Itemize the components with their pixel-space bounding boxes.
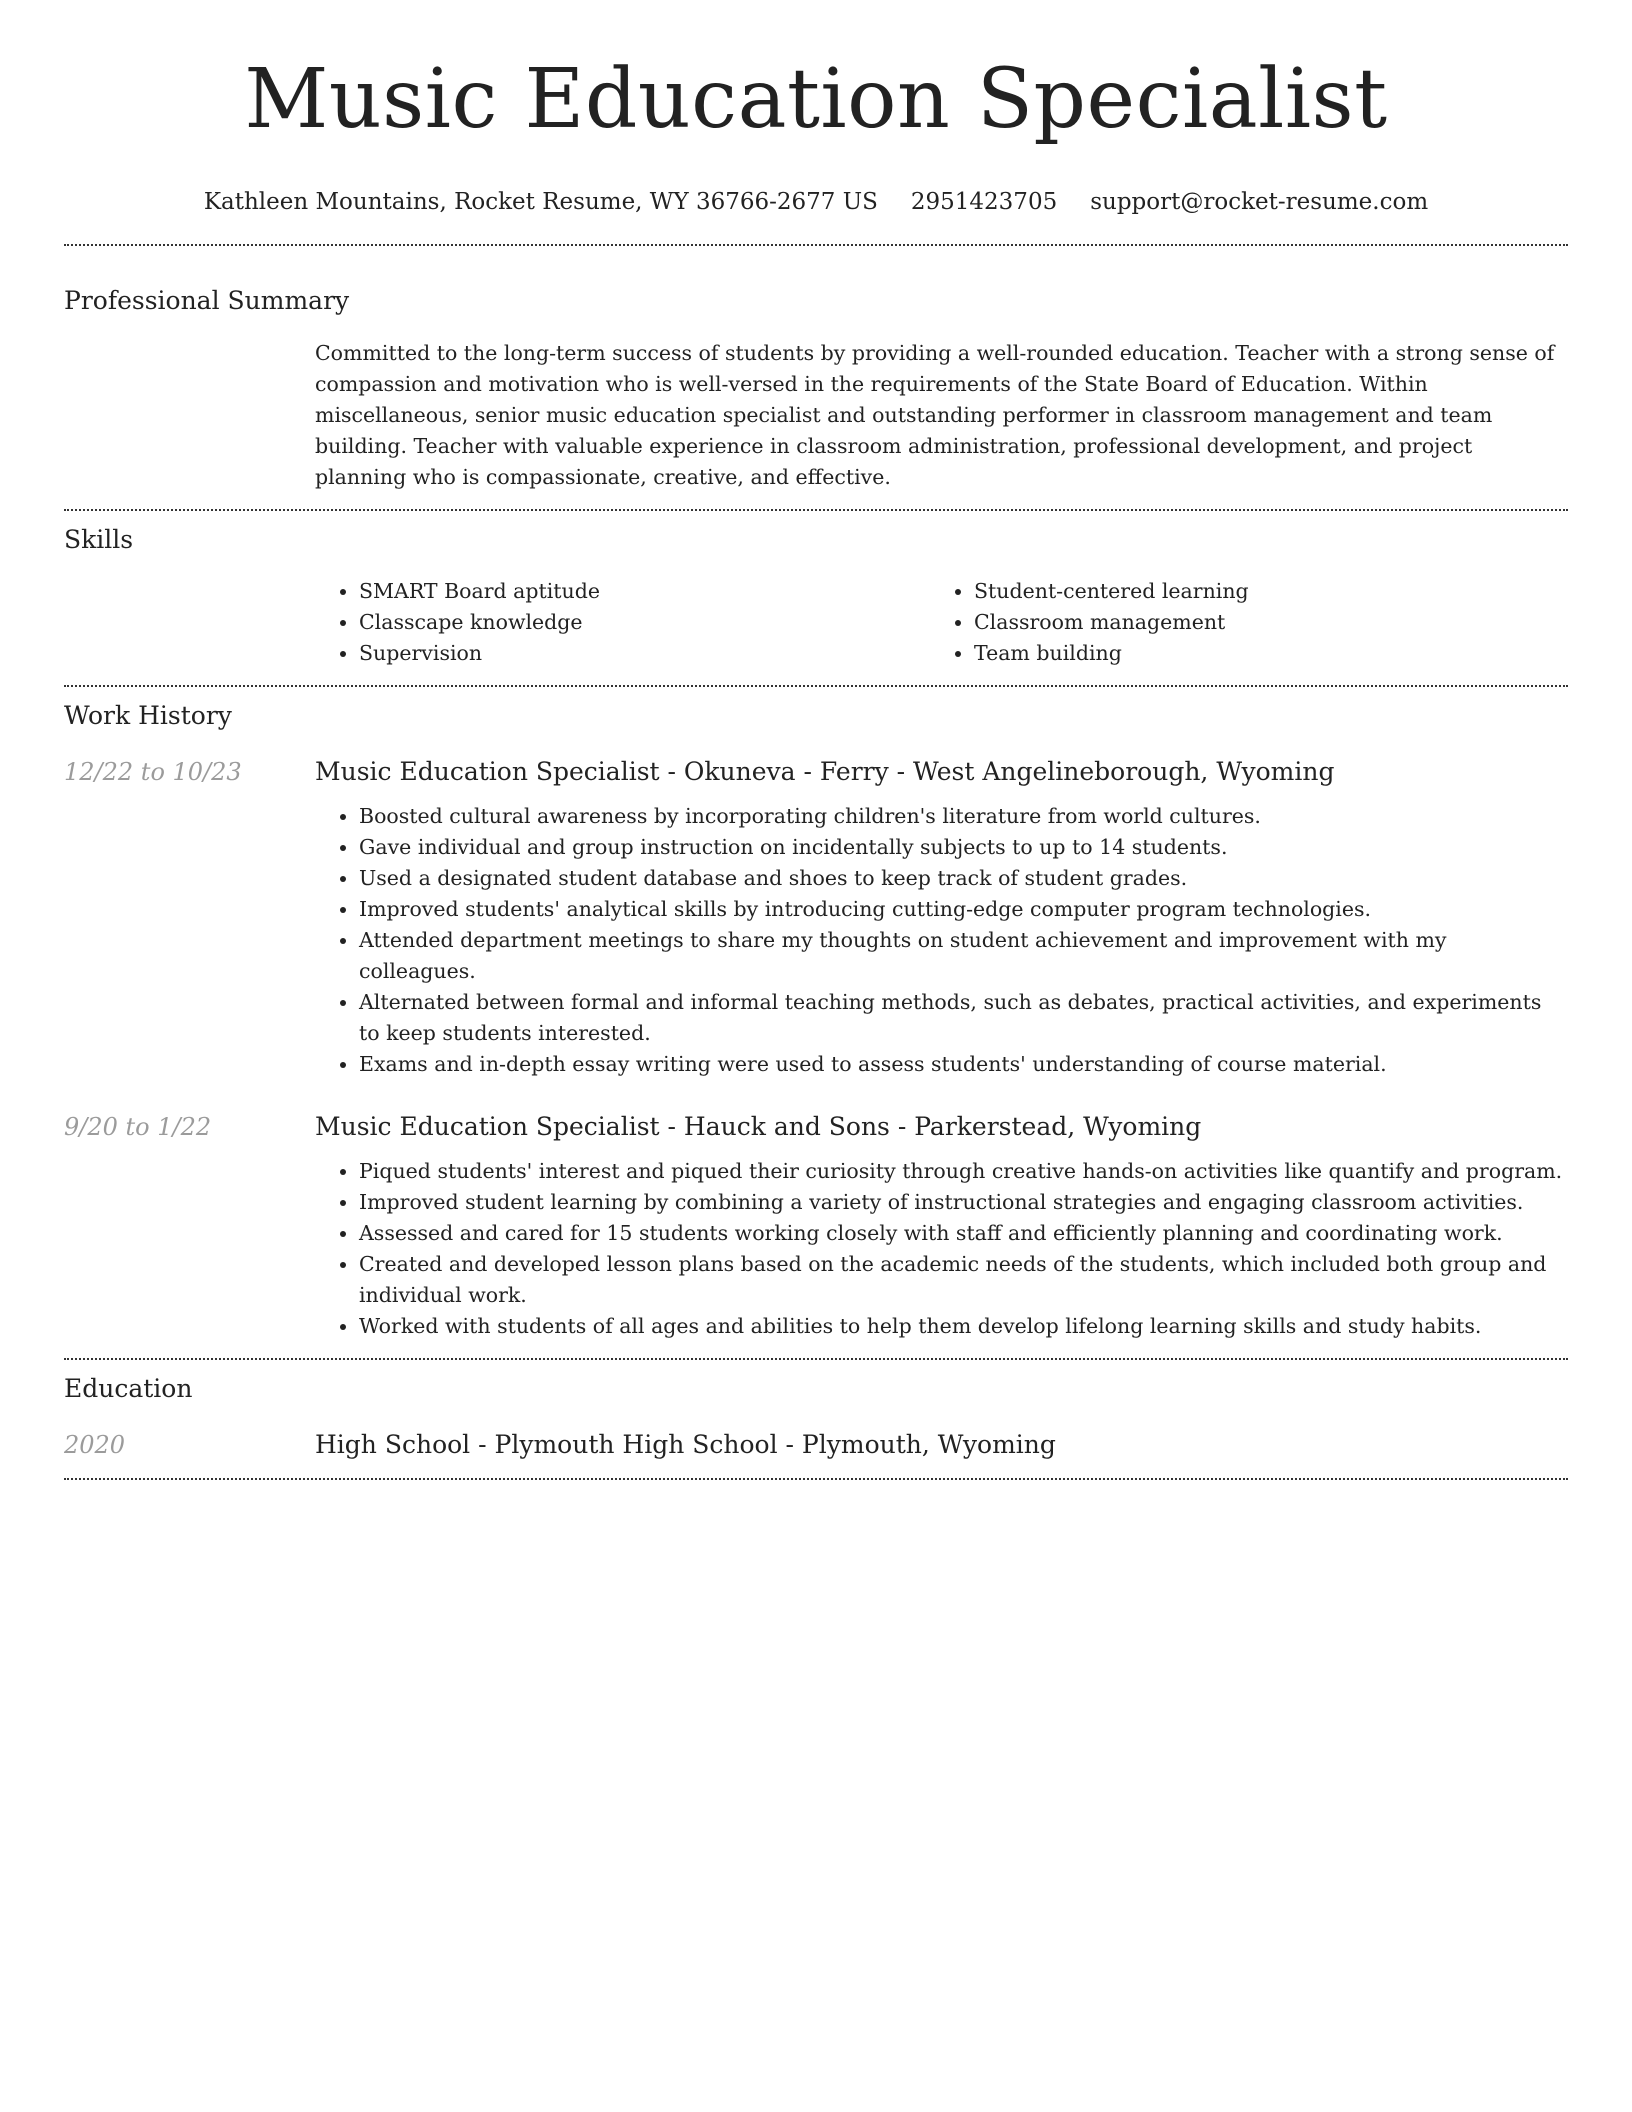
job-title: Music Education Specialist - Hauck and Sons - Parkerstead, Wyoming xyxy=(315,1112,1202,1141)
summary-section xyxy=(64,284,1568,493)
job-bullet: • Exams and in-depth essay writing were used to assess students' understanding of course material. xyxy=(359,1049,1568,1080)
job-bullet: • Piqued students' interest and piqued their curiosity through creative hands-on activities like quantify and program. xyxy=(359,1156,1568,1187)
job-bullet: • Gave individual and group instruction on incidentally subjects to up to 14 students. xyxy=(359,832,1568,863)
job-bullet: • Alternated between formal and informal teaching methods, such as debates, practical activities, and experiments to keep students interested. xyxy=(359,987,1568,1049)
education-date: 2020 xyxy=(64,1431,126,1459)
skills-section xyxy=(64,523,1568,669)
job-bullet: • Attended department meetings to share my thoughts on student achievement and improvement with my colleagues. xyxy=(359,925,1568,987)
job-dates: 9/20 to 1/22 xyxy=(64,1113,212,1141)
section-title-education: Education xyxy=(64,1374,193,1403)
job-title: Music Education Specialist - Okuneva - Ferry - West Angelineborough, Wyoming xyxy=(315,757,1335,786)
education-entry xyxy=(64,1428,1568,1462)
skill-item: • SMART Board aptitude xyxy=(359,576,930,607)
skill-item: • Team building xyxy=(974,638,1545,669)
skill-item: • Supervision xyxy=(359,638,930,669)
job-bullet: • Created and developed lesson plans based on the academic needs of the students, which included both group and individual work. xyxy=(359,1249,1568,1311)
section-title-summary: Professional Summary xyxy=(64,286,350,315)
job-bullet: • Improved student learning by combining a variety of instructional strategies and engaging classroom activities. xyxy=(359,1187,1568,1218)
divider xyxy=(64,509,1568,511)
divider xyxy=(64,1358,1568,1360)
summary-text: Committed to the long-term success of students by providing a well-rounded education. Teacher with a strong sense of compassion and motivation who is well-versed in the requirements of the State Board of Education. Within miscellaneous, senior music education specialist and outstanding performer in classroom management and team building. Teacher with valuable experience in classroom administration, professional development, and project planning who is compassionate, creative, and effective. xyxy=(315,341,1555,489)
skills-list xyxy=(315,576,1568,669)
education-title: High School - Plymouth High School - Plymouth, Wyoming xyxy=(315,1430,1056,1459)
education-section xyxy=(64,1372,1568,1462)
job-bullet: • Worked with students of all ages and abilities to help them develop lifelong learning skills and study habits. xyxy=(359,1311,1568,1342)
divider xyxy=(64,1478,1568,1480)
job-bullet: • Improved students' analytical skills by introducing cutting-edge computer program technologies. xyxy=(359,894,1568,925)
job-dates: 12/22 to 10/23 xyxy=(64,758,242,786)
section-title-work: Work History xyxy=(64,701,232,730)
skills-column-left xyxy=(315,576,930,669)
work-section xyxy=(64,699,1568,1342)
contact-email: support@rocket-resume.com xyxy=(1090,189,1429,215)
job-bullet: • Assessed and cared for 15 students working closely with staff and efficiently planning and coordinating work. xyxy=(359,1218,1568,1249)
section-title-skills: Skills xyxy=(64,525,134,554)
job-entry xyxy=(64,1110,1568,1342)
job-bullet: • Boosted cultural awareness by incorporating children's literature from world cultures. xyxy=(359,801,1568,832)
resume-page xyxy=(64,0,1568,1480)
contact-phone: 2951423705 xyxy=(910,189,1058,215)
skill-item: • Student-centered learning xyxy=(974,576,1545,607)
job-bullets xyxy=(315,1156,1568,1342)
resume-title: Music Education Specialist xyxy=(244,52,1388,147)
resume-header xyxy=(64,0,1568,218)
skills-column-right xyxy=(930,576,1545,669)
job-bullets xyxy=(315,801,1568,1080)
job-bullet: • Used a designated student database and shoes to keep track of student grades. xyxy=(359,863,1568,894)
skill-item: • Classcape knowledge xyxy=(359,607,930,638)
divider xyxy=(64,244,1568,246)
job-entry xyxy=(64,755,1568,1080)
divider xyxy=(64,685,1568,687)
skill-item: • Classroom management xyxy=(974,607,1545,638)
contact-address: Kathleen Mountains, Rocket Resume, WY 36766-2677 US xyxy=(203,189,878,215)
contact-line xyxy=(64,186,1568,218)
